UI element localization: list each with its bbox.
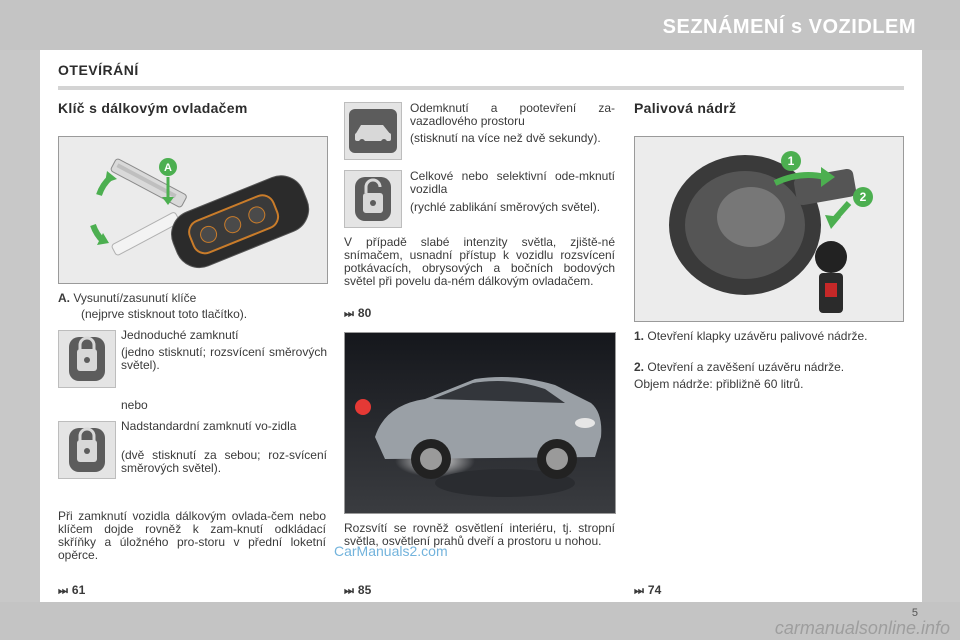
- chapter-title: SEZNÁMENÍ s VOZIDLEM: [662, 16, 916, 38]
- step-2-number: 2.: [634, 360, 645, 374]
- unlock-icon: [345, 171, 401, 227]
- car-trunk-icon: [345, 103, 401, 159]
- ref-85-number: 85: [357, 583, 372, 597]
- callout-a-text: Vysunutí/zasunutí klíče: [73, 291, 197, 305]
- lock-button-icon: [58, 330, 116, 388]
- ref-74-number: 74: [647, 583, 662, 597]
- superlock-desc: (dvě stisknutí za sebou; roz-svícení směrových světel).: [121, 448, 327, 475]
- col2-caption: Rozsvítí se rovněž osvětlení interiéru, tj. stropní světla, osvětlení prahů dveří a prostoru u nohou.: [344, 521, 615, 548]
- remote-key-heading: Klíč s dálkovým ovladačem: [58, 100, 248, 116]
- step-1-text: Otevření klapky uzávěru palivové nádrže.: [647, 329, 868, 343]
- lock-icon-double: [59, 422, 115, 478]
- trunk-button-icon: [344, 102, 402, 160]
- skip-arrow-icon: ⏭: [58, 585, 68, 597]
- fuel-cap-illustration: [634, 136, 904, 322]
- ref-80[interactable]: [344, 306, 371, 321]
- col2-paragraph: V případě slabé intenzity světla, zjiště-né snímačem, usnadní přístup k vozidlu rozsvícení potkávacích, obrysových a bočních bodových světel při povelu da-ném dálkovým ovladačem.: [344, 235, 615, 288]
- marker-2-label: 2: [859, 190, 867, 204]
- trunk-title: Odemknutí a pootevření za-vazadlového prostoru: [410, 101, 615, 128]
- fuel-cap-drawing: [635, 137, 903, 321]
- tank-capacity-note: Objem nádrže: přibližně 60 litrů.: [634, 377, 804, 391]
- unlock-desc: (rychlé zablikání směrových světel).: [410, 200, 601, 214]
- step-2-text: Otevření a zavěšení uzávěru nádrže.: [647, 360, 845, 374]
- watermark-carmanuals2: CarManuals2.com: [334, 543, 448, 559]
- callout-a: [58, 292, 328, 305]
- superlock-title: Nadstandardní zamknutí vo-zidla: [121, 419, 297, 433]
- skip-arrow-icon: ⏭: [344, 308, 354, 320]
- section-title: OTEVÍRÁNÍ: [58, 62, 139, 78]
- ref-61-number: 61: [71, 583, 86, 597]
- marker-1-label: 1: [787, 154, 795, 168]
- trunk-desc: (stisknutí na více než dvě sekundy).: [410, 131, 601, 145]
- car-illustration: [345, 333, 615, 513]
- unlock-title: Celkové nebo selektivní ode-mknutí vozidla: [410, 169, 615, 196]
- lock-desc: (jedno stisknutí; rozsvícení směrových světel).: [121, 345, 327, 372]
- page-number: 5: [911, 607, 918, 619]
- key-fob-drawing: [59, 137, 327, 283]
- key-fob-illustration: [58, 136, 328, 284]
- callout-a-sub: (nejprve stisknout toto tlačítko).: [81, 307, 248, 321]
- ref-80-number: 80: [357, 306, 372, 320]
- watermark-carmanualsonline: carmanualsonline.info: [774, 618, 950, 638]
- car-lighting-photo: [344, 332, 616, 514]
- fuel-step-1: [634, 330, 904, 343]
- section-divider: [58, 86, 904, 90]
- col1-paragraph: Při zamknutí vozidla dálkovým ovlada-čem nebo klíčem dojde rovněž k zam-knutí odkládací skříňky a úložného pro-storu v přední loketní opěrce.: [58, 509, 326, 562]
- callout-a-label: A.: [58, 291, 70, 305]
- lock-title: Jednoduché zamknutí: [121, 328, 239, 342]
- ref-85[interactable]: [344, 583, 371, 598]
- marker-a-label: A: [164, 162, 172, 174]
- fuel-step-2: [634, 361, 904, 374]
- step-1-number: 1.: [634, 329, 645, 343]
- or-label: nebo: [121, 398, 148, 412]
- superlock-button-icon: [58, 421, 116, 479]
- unlock-button-icon: [344, 170, 402, 228]
- lock-icon: [59, 331, 115, 387]
- ref-74[interactable]: [634, 583, 661, 598]
- fuel-tank-heading: Palivová nádrž: [634, 100, 737, 116]
- skip-arrow-icon: ⏭: [344, 585, 354, 597]
- skip-arrow-icon: ⏭: [634, 585, 644, 597]
- ref-61[interactable]: [58, 583, 85, 598]
